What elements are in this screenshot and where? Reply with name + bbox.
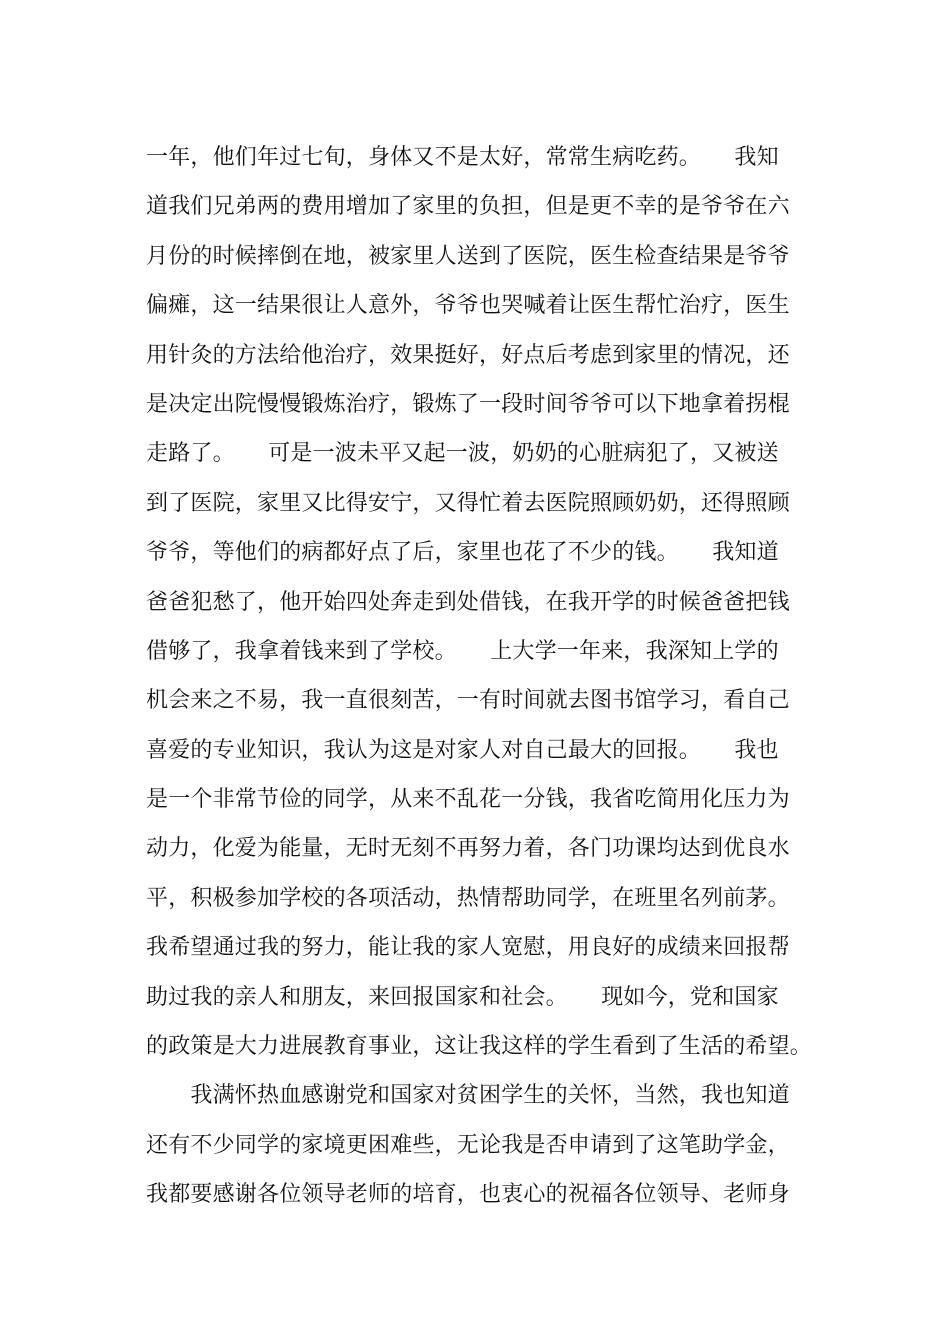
text-line: 爷爷，等他们的病都好点了后，家里也花了不少的钱。 我知道 [146, 540, 779, 566]
text-line: 喜爱的专业知识，我认为这是对家人对自己最大的回报。 我也 [146, 737, 779, 763]
text-line: 到了医院，家里又比得安宁，又得忙着去医院照顾奶奶，还得照顾 [146, 490, 790, 516]
text-line: 机会来之不易，我一直很刻苦，一有时间就去图书馆学习，看自己 [146, 688, 790, 714]
body-text [146, 133, 826, 1220]
text-line: 一年，他们年过七旬，身体又不是太好，常常生病吃药。 我知 [146, 145, 779, 170]
text-line: 我都要感谢各位领导老师的培育，也衷心的祝福各位领导、老师身 [146, 1182, 790, 1208]
text-line: 是一个非常节俭的同学，从来不乱花一分钱，我省吃简用化压力为 [146, 787, 790, 813]
text-line: 偏瘫，这一结果很让人意外，爷爷也哭喊着让医生帮忙治疗，医生 [146, 293, 790, 319]
text-line: 走路了。 可是一波未平又起一波，奶奶的心脏病犯了，又被送 [146, 441, 779, 467]
text-line: 用针灸的方法给他治疗，效果挺好，好点后考虑到家里的情况，还 [146, 342, 790, 368]
text-line: 我满怀热血感谢党和国家对贫困学生的关怀，当然，我也知道 [146, 1083, 790, 1109]
text-line: 借够了，我拿着钱来到了学校。 上大学一年来，我深知上学的 [146, 638, 779, 664]
text-line: 还有不少同学的家境更困难些，无论我是否申请到了这笔助学金， [146, 1132, 790, 1158]
text-line: 的政策是大力进展教育事业，这让我这样的学生看到了生活的希望。 [146, 1034, 813, 1060]
text-line: 月份的时候摔倒在地，被家里人送到了医院，医生检查结果是爷爷 [146, 243, 790, 269]
text-line: 平，积极参加学校的各项活动，热情帮助同学，在班里名列前茅。 [146, 885, 790, 911]
text-line: 我希望通过我的努力，能让我的家人宽慰，用良好的成绩来回报帮 [146, 935, 790, 961]
text-line: 爸爸犯愁了，他开始四处奔走到处借钱，在我开学的时候爸爸把钱 [146, 589, 790, 615]
text-line: 是决定出院慢慢锻炼治疗，锻炼了一段时间爷爷可以下地拿着拐棍 [146, 391, 790, 417]
text-line: 道我们兄弟两的费用增加了家里的负担，但是更不幸的是爷爷在六 [146, 194, 790, 220]
text-line: 动力，化爱为能量，无时无刻不再努力着，各门功课均达到优良水 [146, 836, 790, 862]
text-line: 助过我的亲人和朋友，来回报国家和社会。 现如今，党和国家 [146, 984, 779, 1010]
